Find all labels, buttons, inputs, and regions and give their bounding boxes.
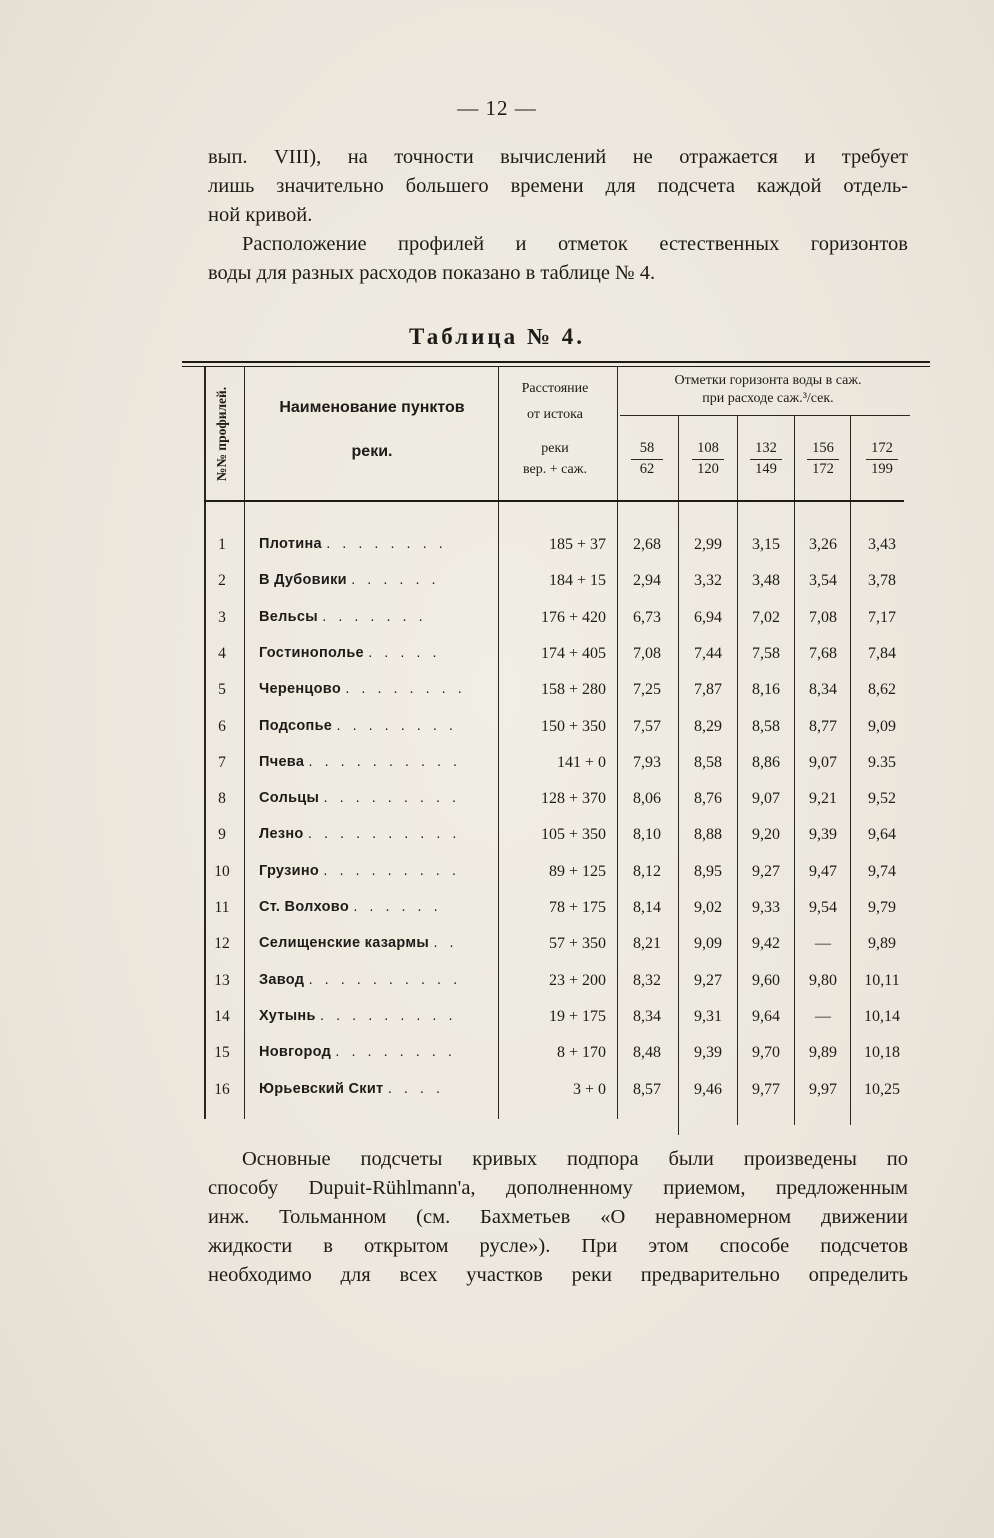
table-row xyxy=(182,863,930,893)
water-level-cell: 7,68 xyxy=(809,644,837,662)
water-level-cell: 3,48 xyxy=(752,572,780,590)
discharge-top: 108 xyxy=(697,440,719,456)
header-distance-line3: реки xyxy=(541,441,569,456)
leader-dots: . . xyxy=(433,935,458,952)
discharge-bottom: 120 xyxy=(697,461,719,477)
text-line: способу Dupuit-Rühlmann'a, дополненному приемом, предложенным xyxy=(208,1177,908,1199)
leader-dots: . . . . . . . . xyxy=(336,717,457,734)
table-row xyxy=(182,572,930,602)
water-level-cell: 8,10 xyxy=(633,826,661,844)
table-top-rule xyxy=(182,361,930,363)
distance-cell: 105 + 350 xyxy=(540,826,606,844)
water-level-cell: 8,16 xyxy=(752,681,780,699)
header-distance-line4: вер. + саж. xyxy=(523,462,587,477)
water-level-cell: 9,77 xyxy=(752,1080,780,1098)
profile-number-cell: 4 xyxy=(218,644,226,662)
profile-number-cell: 2 xyxy=(218,572,226,590)
water-level-cell: 9.35 xyxy=(868,753,896,771)
location-name-cell xyxy=(259,1044,495,1060)
leader-dots: . . . . . . . xyxy=(322,608,427,625)
water-level-cell: 3,32 xyxy=(694,572,722,590)
leader-dots: . . . . . . xyxy=(351,572,440,589)
profile-number-cell: 6 xyxy=(218,717,226,735)
distance-cell: 150 + 350 xyxy=(540,717,606,735)
water-level-cell: 9,79 xyxy=(868,899,896,916)
water-level-cell: 8,12 xyxy=(633,862,661,880)
location-name: Лезно xyxy=(259,826,304,843)
water-level-cell: 9,39 xyxy=(809,826,837,844)
location-name: Хутынь xyxy=(259,1007,316,1024)
leader-dots: . . . . . . . . . . xyxy=(308,753,462,770)
water-level-cell: 7,58 xyxy=(752,644,780,662)
location-name-cell xyxy=(259,972,495,988)
location-name-cell xyxy=(259,935,495,951)
page-number: — 12 — xyxy=(457,96,537,120)
water-level-cell: 9,42 xyxy=(752,935,780,953)
distance-cell: 78 + 175 xyxy=(548,899,606,916)
water-level-cell: 9,47 xyxy=(809,862,837,880)
header-profile-number: №№ профилей. xyxy=(214,386,230,481)
water-level-cell: 10,11 xyxy=(864,971,900,989)
discharge-top: 156 xyxy=(812,440,834,456)
paragraph-table-reference xyxy=(208,230,908,288)
header-distance-line2: от истока xyxy=(527,407,583,422)
water-level-cell: 8,57 xyxy=(633,1080,661,1098)
location-name-cell xyxy=(259,899,495,915)
water-level-cell: 6,73 xyxy=(633,608,661,626)
discharge-bottom: 62 xyxy=(639,461,655,477)
fraction-rule xyxy=(692,459,724,460)
header-name-line1: Наименование пунктов xyxy=(279,399,465,416)
location-name-cell xyxy=(259,790,495,806)
text-line: Основные подсчеты кривых подпора были произведены по xyxy=(242,1148,908,1170)
location-name-cell xyxy=(259,609,495,625)
leader-dots: . . . . . . . . xyxy=(326,536,447,552)
location-name-cell xyxy=(259,863,495,879)
location-name-cell xyxy=(259,754,495,770)
distance-cell: 141 + 0 xyxy=(556,753,606,771)
distance-cell: 185 + 37 xyxy=(548,536,606,553)
header-marks-rule xyxy=(620,415,910,416)
water-level-cell: 9,70 xyxy=(752,1044,780,1062)
location-name: Плотина xyxy=(259,536,322,552)
water-level-cell: 6,94 xyxy=(694,608,722,626)
water-level-cell: 9,97 xyxy=(809,1080,837,1098)
location-name: Черенцово xyxy=(259,681,341,698)
water-level-cell: 9,07 xyxy=(809,753,837,771)
fraction-rule xyxy=(866,459,898,460)
water-level-cell: 7,93 xyxy=(633,753,661,771)
water-level-cell: 7,57 xyxy=(633,717,661,735)
water-level-cell: 9,20 xyxy=(752,826,780,844)
distance-cell: 89 + 125 xyxy=(548,862,606,880)
table-row xyxy=(182,1044,930,1074)
water-level-cell: 9,64 xyxy=(752,1007,780,1025)
location-name-cell xyxy=(259,681,495,697)
table-row xyxy=(182,681,930,711)
table-row xyxy=(182,972,930,1002)
table-row xyxy=(182,826,930,856)
text-line: Расположение профилей и отметок естественных горизонтов xyxy=(242,233,908,255)
discharge-top: 58 xyxy=(639,440,655,456)
water-level-cell: 9,89 xyxy=(809,1044,837,1062)
water-level-cell: 8,62 xyxy=(868,681,896,699)
water-level-cell: 8,76 xyxy=(694,790,722,808)
leader-dots: . . . . . . . . . xyxy=(320,1007,457,1024)
distance-cell: 128 + 370 xyxy=(540,790,606,808)
water-level-cell: 9,60 xyxy=(752,971,780,989)
table-row xyxy=(182,935,930,965)
water-level-cell: — xyxy=(815,935,831,953)
header-distance-line1: Расстояние xyxy=(521,381,589,396)
water-level-cell: 9,52 xyxy=(868,790,896,808)
profile-number-cell: 7 xyxy=(218,753,226,771)
water-level-cell: 7,08 xyxy=(809,608,837,626)
leader-dots: . . . . . . . . . xyxy=(323,790,461,807)
location-name: Селищенские казармы xyxy=(259,935,430,952)
water-level-cell: 8,58 xyxy=(694,753,722,771)
paragraph-method xyxy=(208,1145,908,1290)
distance-cell: 184 + 15 xyxy=(548,572,606,590)
leader-dots: . . . . . . . . . . xyxy=(308,971,462,988)
location-name: Грузино xyxy=(259,862,320,879)
fraction-rule xyxy=(750,459,782,460)
water-level-cell: 9,89 xyxy=(868,935,896,953)
water-level-cell: 10,25 xyxy=(864,1080,900,1098)
location-name-cell xyxy=(259,1008,495,1024)
location-name-cell xyxy=(259,718,495,734)
table-row xyxy=(182,899,930,929)
profile-number-cell: 13 xyxy=(214,971,230,989)
location-name: Пчева xyxy=(259,753,305,770)
location-name: Юрьевский Скит xyxy=(259,1080,384,1097)
water-level-cell: 9,02 xyxy=(694,899,722,916)
water-level-cell: 8,86 xyxy=(752,753,780,771)
location-name-cell xyxy=(259,826,495,842)
water-level-cell: 7,25 xyxy=(633,681,661,699)
water-level-cell: 10,18 xyxy=(864,1044,900,1062)
water-level-cell: 8,29 xyxy=(694,717,722,735)
water-level-cell: 3,78 xyxy=(868,572,896,590)
profile-number-cell: 10 xyxy=(214,862,230,880)
distance-cell: 8 + 170 xyxy=(556,1044,606,1062)
water-level-cell: 8,34 xyxy=(809,681,837,699)
discharge-bottom: 199 xyxy=(871,461,893,477)
leader-dots: . . . . . . . . xyxy=(335,1044,456,1061)
text-line: ной кривой. xyxy=(208,204,313,226)
water-level-cell: 8,06 xyxy=(633,790,661,808)
water-level-cell: 9,39 xyxy=(694,1044,722,1062)
water-level-cell: 7,02 xyxy=(752,608,780,626)
water-level-cell: 9,54 xyxy=(809,899,837,916)
table-row xyxy=(182,609,930,639)
water-level-cell: 3,54 xyxy=(809,572,837,590)
location-name: Подсопье xyxy=(259,717,333,734)
water-level-cell: 7,44 xyxy=(694,644,722,662)
header-bottom-rule xyxy=(204,500,904,502)
table-row xyxy=(182,790,930,820)
location-name: Гостинополье xyxy=(259,644,364,661)
water-level-cell: 9,74 xyxy=(868,862,896,880)
text-line: воды для разных расходов показано в таблице № 4. xyxy=(208,262,656,284)
water-level-cell: 7,08 xyxy=(633,644,661,662)
water-level-cell: 9,31 xyxy=(694,1007,722,1025)
profile-number-cell: 3 xyxy=(218,608,226,626)
location-name: Вельсы xyxy=(259,608,318,625)
distance-cell: 174 + 405 xyxy=(540,644,606,662)
water-level-cell: 9,33 xyxy=(752,899,780,916)
water-level-cell: 9,27 xyxy=(694,971,722,989)
water-level-cell: 10,14 xyxy=(864,1007,900,1025)
distance-cell: 176 + 420 xyxy=(540,608,606,626)
water-level-cell: 9,27 xyxy=(752,862,780,880)
location-name: Сольцы xyxy=(259,790,320,807)
profile-number-cell: 8 xyxy=(218,790,226,808)
water-level-cell: — xyxy=(815,1007,831,1025)
profile-number-cell: 1 xyxy=(218,536,226,553)
profile-number-cell: 11 xyxy=(214,899,230,916)
water-level-cell: 9,80 xyxy=(809,971,837,989)
water-level-cell: 3,15 xyxy=(752,536,780,553)
water-level-cell: 7,17 xyxy=(868,608,896,626)
location-name: Ст. Волхово xyxy=(259,899,349,915)
water-level-cell: 8,88 xyxy=(694,826,722,844)
water-level-cell: 9,46 xyxy=(694,1080,722,1098)
water-level-cell: 8,32 xyxy=(633,971,661,989)
water-level-cell: 8,14 xyxy=(633,899,661,916)
paragraph-intro xyxy=(208,143,908,230)
profile-number-cell: 12 xyxy=(214,935,230,953)
water-level-cell: 2,68 xyxy=(633,536,661,553)
table-row xyxy=(182,645,930,675)
text-line: жидкости в открытом русле»). При этом способе подсчетов xyxy=(208,1235,908,1257)
discharge-bottom: 149 xyxy=(755,461,777,477)
water-level-cell: 9,09 xyxy=(694,935,722,953)
water-level-cell: 2,94 xyxy=(633,572,661,590)
discharge-top: 132 xyxy=(755,440,777,456)
water-level-cell: 8,21 xyxy=(633,935,661,953)
table-top-rule-thin xyxy=(182,366,930,367)
water-level-cell: 7,84 xyxy=(868,644,896,662)
discharge-bottom: 172 xyxy=(812,461,834,477)
table-row xyxy=(182,536,930,566)
profile-number-cell: 14 xyxy=(214,1007,230,1025)
water-level-cell: 9,07 xyxy=(752,790,780,808)
water-level-cell: 9,64 xyxy=(868,826,896,844)
profile-number-cell: 5 xyxy=(218,681,226,699)
water-level-cell: 7,87 xyxy=(694,681,722,699)
table-row xyxy=(182,1081,930,1111)
fraction-rule xyxy=(807,459,839,460)
location-name-cell xyxy=(259,1081,495,1097)
distance-cell: 57 + 350 xyxy=(548,935,606,953)
distance-cell: 23 + 200 xyxy=(548,971,606,989)
discharge-top: 172 xyxy=(871,440,893,456)
distance-cell: 3 + 0 xyxy=(572,1080,606,1098)
profile-number-cell: 9 xyxy=(218,826,226,844)
table-row xyxy=(182,754,930,784)
leader-dots: . . . . . . . . xyxy=(345,681,466,698)
table-row xyxy=(182,1008,930,1038)
text-line: лишь значительно большего времени для подсчета каждой отдель- xyxy=(208,175,908,197)
leader-dots: . . . . xyxy=(387,1080,445,1097)
location-name-cell xyxy=(259,645,495,661)
profile-number-cell: 16 xyxy=(214,1080,230,1098)
table-row xyxy=(182,718,930,748)
water-level-cell: 8,48 xyxy=(633,1044,661,1062)
location-name: Новгород xyxy=(259,1044,332,1061)
location-name: В Дубовики xyxy=(259,572,347,589)
water-level-cell: 9,21 xyxy=(809,790,837,808)
table-title: Таблица № 4. xyxy=(409,324,585,349)
header-marks-line1: Отметки горизонта воды в саж. xyxy=(674,373,862,388)
location-name: Завод xyxy=(259,971,305,988)
leader-dots: . . . . . xyxy=(368,644,441,661)
text-line: вып. VIII), на точности вычислений не отражается и требует xyxy=(208,146,908,168)
leader-dots: . . . . . . . . . . xyxy=(307,826,461,843)
leader-dots: . . . . . . xyxy=(353,899,442,915)
data-table xyxy=(182,361,930,1131)
location-name-cell xyxy=(259,536,495,552)
header-marks-line2: при расходе саж.³/сек. xyxy=(702,391,834,406)
water-level-cell: 8,34 xyxy=(633,1007,661,1025)
location-name-cell xyxy=(259,572,495,588)
water-level-cell: 9,09 xyxy=(868,717,896,735)
water-level-cell: 3,26 xyxy=(809,536,837,553)
water-level-cell: 8,58 xyxy=(752,717,780,735)
header-name-line2: реки. xyxy=(351,443,393,460)
fraction-rule xyxy=(631,459,663,460)
water-level-cell: 8,95 xyxy=(694,862,722,880)
text-line: необходимо для всех участков реки предварительно определить xyxy=(208,1264,908,1286)
water-level-cell: 8,77 xyxy=(809,717,837,735)
distance-cell: 158 + 280 xyxy=(540,681,606,699)
water-level-cell: 3,43 xyxy=(868,536,896,553)
distance-cell: 19 + 175 xyxy=(548,1007,606,1025)
leader-dots: . . . . . . . . . xyxy=(323,862,460,879)
water-level-cell: 2,99 xyxy=(694,536,722,553)
text-line: инж. Тольманном (см. Бахметьев «О неравномерном движении xyxy=(208,1206,908,1228)
profile-number-cell: 15 xyxy=(214,1044,230,1062)
